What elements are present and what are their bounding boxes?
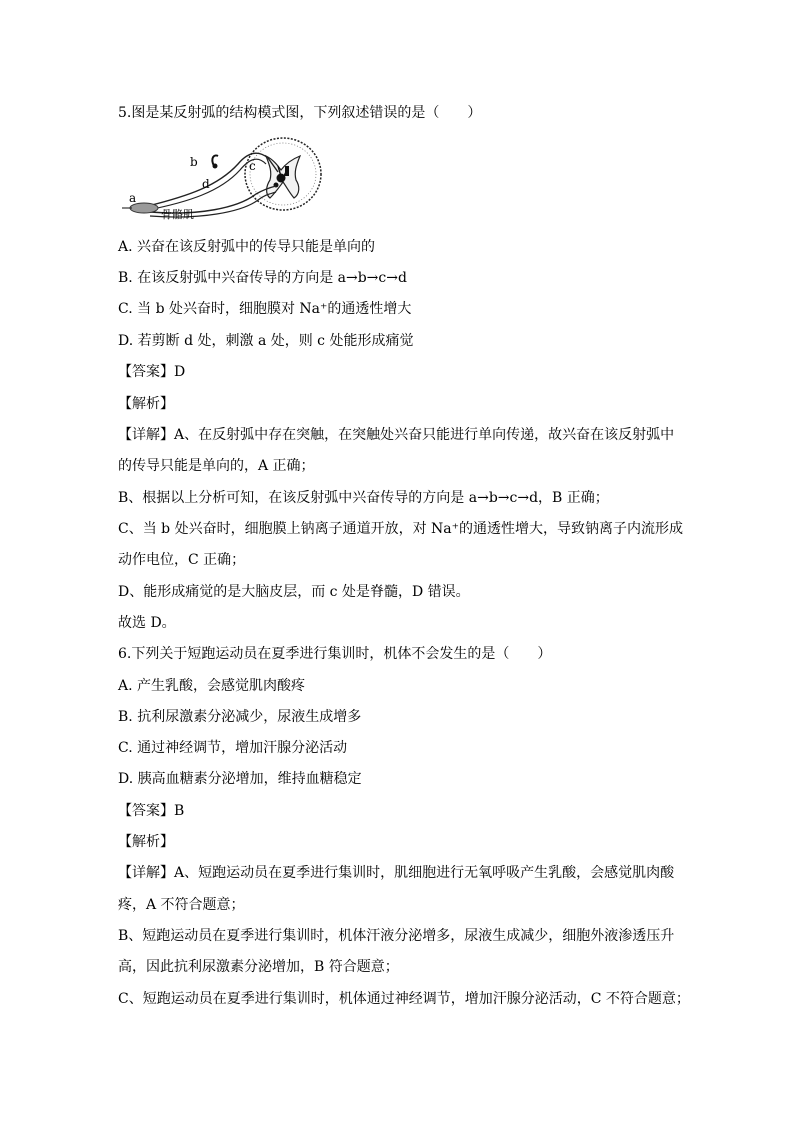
q5-analysis-title: 【解析】 — [118, 396, 174, 412]
q5-analysis-line: C、当 b 处兴奋时，细胞膜上钠离子通道开放，对 Na⁺的通透性增大，导致钠离子内流形成 — [118, 521, 684, 537]
q6-analysis-line: 【详解】A、短跑运动员在夏季进行集训时，肌细胞进行无氧呼吸产生乳酸，会感觉肌肉酸 — [118, 865, 675, 881]
q5-option-d: D. 若剪断 d 处，刺激 a 处，则 c 处能形成痛觉 — [118, 333, 414, 349]
q5-analysis-line: D、能形成痛觉的是大脑皮层，而 c 处是脊髓，D 错误。 — [118, 584, 470, 600]
q6-analysis-title: 【解析】 — [118, 834, 174, 850]
q6-analysis-line: B、短跑运动员在夏季进行集训时，机体汗液分泌增多，尿液生成减少，细胞外液渗透压升 — [118, 928, 675, 944]
label-d: d — [202, 177, 210, 191]
q6-option-b: B. 抗利尿激素分泌减少，尿液生成增多 — [118, 709, 362, 725]
q5-analysis-line: 动作电位，C 正确； — [118, 552, 246, 568]
reflex-arc-diagram — [118, 136, 328, 222]
label-a: a — [129, 191, 137, 205]
q5-option-c: C. 当 b 处兴奋时，细胞膜对 Na⁺的通透性增大 — [118, 301, 412, 317]
interneuron-body — [277, 174, 286, 183]
spinal-cord-section — [245, 138, 321, 210]
q5-stem: 5.图是某反射弧的结构模式图，下列叙述错误的是（ ） — [118, 105, 482, 121]
reflex-arc-figure — [118, 136, 328, 222]
q6-stem: 6.下列关于短跑运动员在夏季进行集训时，机体不会发生的是（ ） — [118, 646, 552, 662]
q5-analysis-line: B、根据以上分析可知，在该反射弧中兴奋传导的方向是 a→b→c→d，B 正确； — [118, 490, 609, 506]
q6-analysis-line: C、短跑运动员在夏季进行集训时，机体通过神经调节，增加汗腺分泌活动，C 不符合题意； — [118, 991, 690, 1007]
q6-option-d: D. 胰高血糖素分泌增加，维持血糖稳定 — [118, 771, 362, 787]
q5-analysis-line: 故选 D。 — [118, 615, 176, 631]
q6-option-c: C. 通过神经调节，增加汗腺分泌活动 — [118, 740, 348, 756]
label-b: b — [190, 155, 198, 169]
q6-option-a: A. 产生乳酸，会感觉肌肉酸疼 — [118, 678, 306, 694]
q6-answer: 【答案】B — [118, 803, 185, 819]
q5-answer: 【答案】D — [118, 364, 186, 380]
label-c: c — [249, 159, 256, 173]
q6-analysis-line: 疼，A 不符合题意； — [118, 897, 245, 913]
q6-analysis-line: 高，因此抗利尿激素分泌增加，B 符合题意； — [118, 959, 399, 975]
q5-option-a: A. 兴奋在该反射弧中的传导只能是单向的 — [118, 239, 376, 255]
q5-analysis-line: 的传导只能是单向的，A 正确； — [118, 458, 315, 474]
label-muscle: 骨骼肌 — [161, 208, 194, 221]
q5-analysis-line: 【详解】A、在反射弧中存在突触，在突触处兴奋只能进行单向传递，故兴奋在该反射弧中 — [118, 427, 675, 443]
q5-option-b: B. 在该反射弧中兴奋传导的方向是 a→b→c→d — [118, 270, 407, 286]
